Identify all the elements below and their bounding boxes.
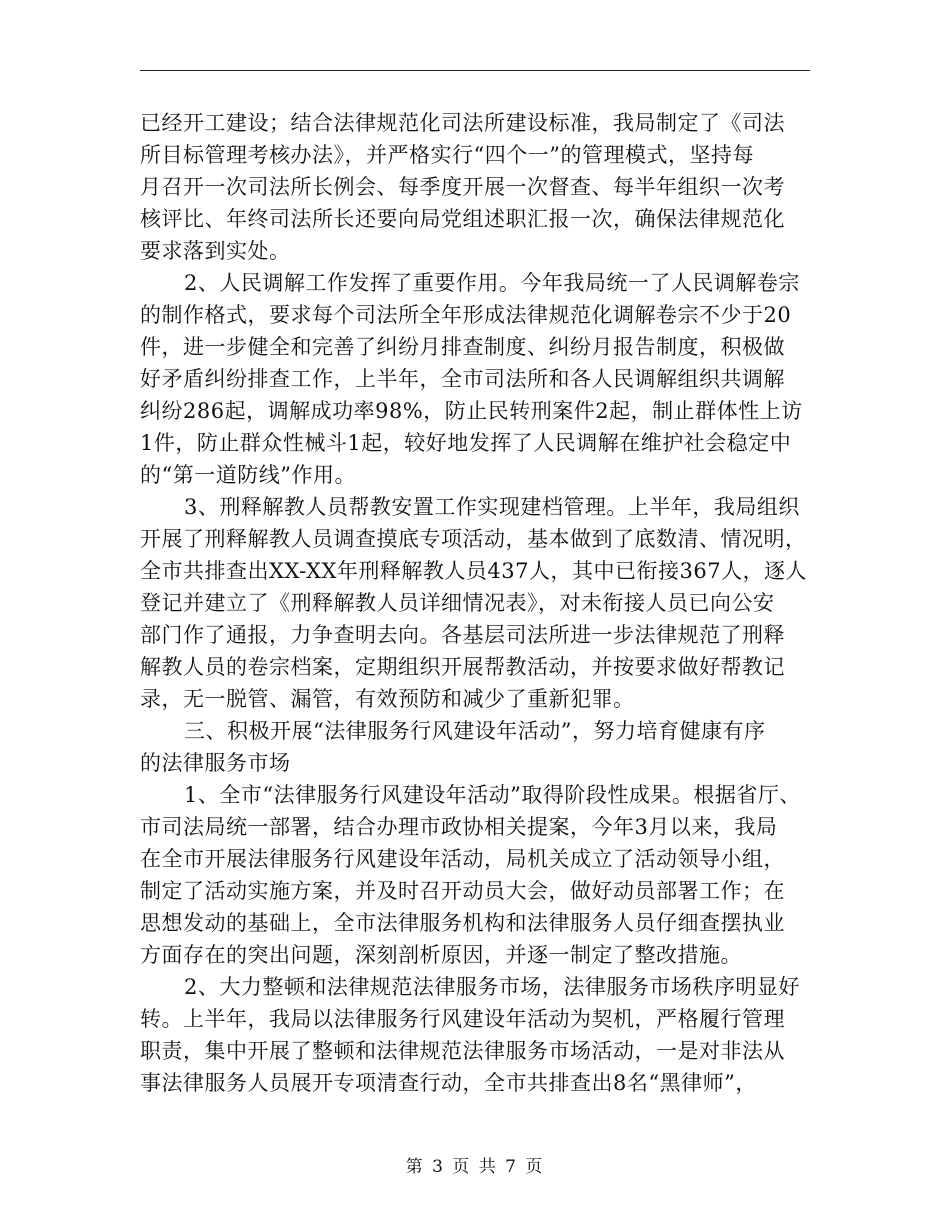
text-line: 1、全市“法律服务行风建设年活动”取得阶段性成果。根据省厅、 [184,783,801,807]
text-line: 思想发动的基础上，全市法律服务机构和法律服务人员仔细查摆执业 [140,911,785,935]
header-rule [140,70,810,71]
page-number: 第 3 页 共 7 页 [405,1157,545,1177]
text-line: 制定了活动实施方案，并及时召开动员大会，做好动员部署工作；在 [140,879,785,903]
text-line: 2、人民调解工作发挥了重要作用。今年我局统一了人民调解卷宗 [184,271,800,295]
text-line: 全市共排查出XX-XX年刑释解教人员437人，其中已衔接367人，逐人 [140,559,808,583]
text-line: 在全市开展法律服务行风建设年活动，局机关成立了活动领导小组， [140,847,785,871]
text-line: 1件，防止群众性械斗1起，较好地发挥了人民调解在维护社会稳定中 [140,431,792,455]
text-line: 纠纷286起，调解成功率98%，防止民转刑案件2起，制止群体性上访 [140,399,803,423]
text-line: 方面存在的突出问题，深刻剖析原因，并逐一制定了整改措施。 [140,943,742,967]
text-line: 已经开工建设；结合法律规范化司法所建设标准，我局制定了《司法 [140,111,785,135]
text-line: 三、积极开展“法律服务行风建设年活动”，努力培育健康有序 [184,719,766,743]
text-line: 事法律服务人员展开专项清查行动，全市共排查出8名“黑律师”， [140,1071,757,1095]
text-line: 2、大力整顿和法律规范法律服务市场，法律服务市场秩序明显好 [184,975,800,999]
text-line: 市司法局统一部署，结合办理市政协相关提案，今年3月以来，我局 [140,815,778,839]
text-line: 要求落到实处。 [140,239,291,263]
text-line: 部门作了通报，力争查明去向。各基层司法所进一步法律规范了刑释 [140,623,785,647]
text-line: 的“第一道防线”作用。 [140,463,356,487]
text-line: 转。上半年，我局以法律服务行风建设年活动为契机，严格履行管理 [140,1007,785,1031]
text-line: 录，无一脱管、漏管，有效预防和减少了重新犯罪。 [140,687,635,711]
text-line: 的制作格式，要求每个司法所全年形成法律规范化调解卷宗不少于20 [140,303,792,327]
text-line: 3、刑释解教人员帮教安置工作实现建档管理。上半年，我局组织 [184,495,800,519]
text-line: 登记并建立了《刑释解教人员详细情况表》，对未衔接人员已向公安 [140,591,775,615]
text-line: 所目标管理考核办法》，并严格实行“四个一”的管理模式，坚持每 [140,143,754,167]
text-line: 的法律服务市场 [140,751,291,775]
text-line: 开展了刑释解教人员调查摸底专项活动，基本做到了底数清、情况明， [140,527,807,551]
text-line: 件，进一步健全和完善了纠纷月排查制度、纠纷月报告制度，积极做 [140,335,785,359]
text-line: 解教人员的卷宗档案，定期组织开展帮教活动，并按要求做好帮教记 [140,655,785,679]
document-body [140,107,812,1099]
text-line: 月召开一次司法所长例会、每季度开展一次督查、每半年组织一次考 [140,175,785,199]
text-line: 核评比、年终司法所长还要向局党组述职汇报一次，确保法律规范化 [140,207,785,231]
text-line: 职责，集中开展了整顿和法律规范法律服务市场活动，一是对非法从 [140,1039,785,1063]
text-line: 好矛盾纠纷排查工作，上半年，全市司法所和各人民调解组织共调解 [140,367,785,391]
